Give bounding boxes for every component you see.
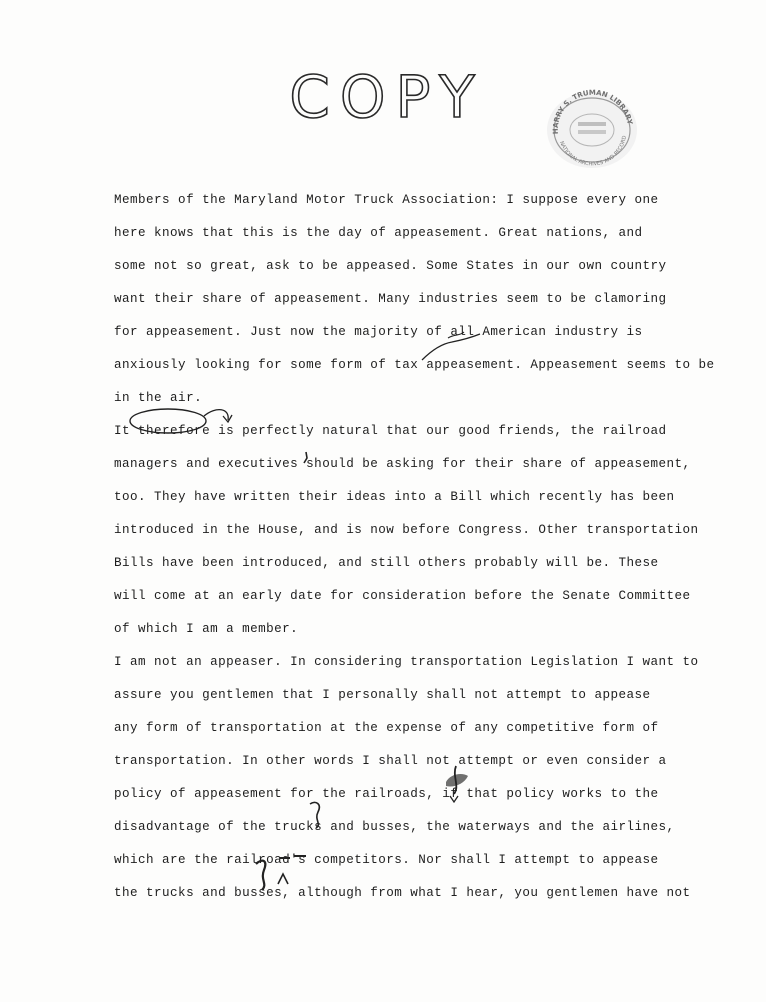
- text-line: assure you gentlemen that I personally shall not attempt to appease: [114, 688, 651, 702]
- copy-outline-logo: [272, 68, 502, 126]
- text-line: in the air.: [114, 391, 203, 405]
- text-line: some not so great, ask to be appeased. Some States in our own country: [114, 259, 667, 273]
- text-line: It therefore is perfectly natural that our good friends, the railroad: [114, 424, 667, 438]
- text-line: too. They have written their ideas into a Bill which recently has been: [114, 490, 675, 504]
- stamp-top-text: HARRY S. TRUMAN LIBRARY: [551, 88, 634, 135]
- text-line: policy of appeasement for the railroads, if that policy works to the: [114, 787, 659, 801]
- text-line: any form of transportation at the expense of any competitive form of: [114, 721, 659, 735]
- text-line: transportation. In other words I shall not attempt or even consider a: [114, 754, 667, 768]
- text-line: introduced in the House, and is now before Congress. Other transportation: [114, 523, 699, 537]
- text-line: for appeasement. Just now the majority of all American industry is: [114, 325, 643, 339]
- library-stamp: [540, 86, 644, 172]
- text-line: want their share of appeasement. Many industries seem to be clamoring: [114, 292, 667, 306]
- text-line: managers and executives should be asking for their share of appeasement,: [114, 457, 691, 471]
- text-line: Bills have been introduced, and still others probably will be. These: [114, 556, 659, 570]
- text-line: here knows that this is the day of appeasement. Great nations, and: [114, 226, 643, 240]
- text-line: the trucks and busses, although from what I hear, you gentlemen have not: [114, 886, 691, 900]
- text-line: I am not an appeaser. In considering transportation Legislation I want to: [114, 655, 699, 669]
- text-line: anxiously looking for some form of tax appeasement. Appeasement seems to be: [114, 358, 715, 372]
- text-line: will come at an early date for consideration before the Senate Committee: [114, 589, 691, 603]
- archive-stamp-icon: [540, 86, 644, 172]
- letter-body: [114, 187, 714, 913]
- copy-heading: [272, 68, 502, 126]
- copy-title-text: COPY: [289, 68, 485, 126]
- stamp-bottom-text: NATIONAL ARCHIVES AND RECORD: [558, 135, 629, 168]
- text-line: of which I am a member.: [114, 622, 299, 636]
- text-line: which are the railroad's competitors. Nor shall I attempt to appease: [114, 853, 659, 867]
- text-line: disadvantage of the trucks and busses, the waterways and the airlines,: [114, 820, 675, 834]
- text-line: Members of the Maryland Motor Truck Association: I suppose every one: [114, 193, 659, 207]
